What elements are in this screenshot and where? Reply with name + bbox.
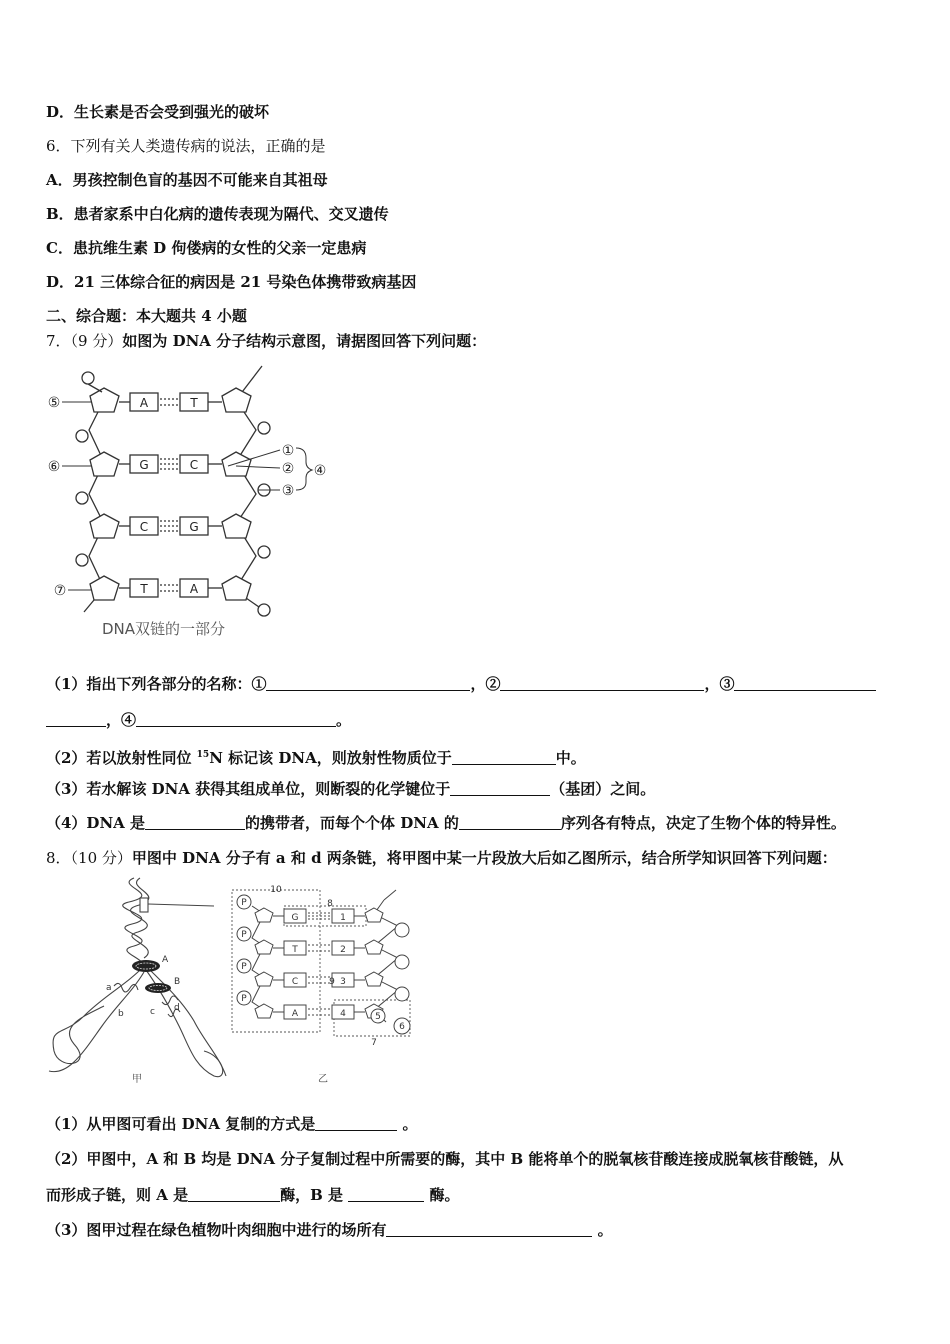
q8-sub1-end: 。 (397, 1115, 418, 1133)
q7-base-right: G (189, 520, 199, 534)
q8-yi-base: G (291, 913, 299, 923)
q8-jia-label-b: b (118, 1009, 124, 1019)
q8-yi-caption: 乙 (318, 1074, 328, 1084)
q8-yi-marker-7: 7 (371, 1038, 377, 1048)
q8-number: 8．（10 分） (46, 849, 132, 867)
q8-yi-figure (228, 884, 418, 1084)
q7-sub4-text-2: 的携带者，而每个个体 DNA 的 (245, 814, 459, 832)
q7-stem (46, 331, 486, 351)
q8-yi-marker-10: 10 (270, 885, 282, 895)
q5-option-d: D．生长素是否会受到强光的破坏 (46, 103, 270, 121)
q8-stem (46, 848, 837, 868)
answer-blank[interactable] (46, 711, 106, 727)
q8-yi-phosphate: P (241, 962, 247, 972)
q7-sub2 (46, 745, 586, 768)
answer-blank[interactable] (188, 1186, 280, 1202)
q7-marker-6: ⑥ (47, 459, 61, 475)
q8-jia-label-a: a (106, 983, 112, 993)
q8-yi-base: A (291, 1009, 299, 1019)
q7-stem-text: 如图为 DNA 分子结构示意图，请据图回答下列问题： (122, 332, 487, 350)
q8-sub3-text: （3）图甲过程在绿色植物叶肉细胞中进行的场所有 (46, 1221, 387, 1239)
q7-figure-caption: DNA双链的一部分 (102, 620, 226, 638)
q8-jia-figure (44, 876, 234, 1088)
q7-marker-4: ④ (313, 463, 327, 479)
q7-base-right: A (189, 582, 199, 596)
q8-sub2-text-2: 酶，B 是 (280, 1186, 349, 1204)
q7-base-right: C (189, 458, 199, 472)
q8-yi-marker-9: 9 (329, 977, 335, 987)
q8-jia-label-d: d (174, 1003, 180, 1013)
q7-marker-1: ① (281, 443, 295, 459)
q8-yi-marker-5: 5 (375, 1012, 381, 1022)
q7-sub4-text: （4）DNA 是 (46, 814, 146, 832)
q6-option-d: D．21 三体综合征的病因是 21 号染色体携带致病基因 (46, 273, 417, 291)
q7-sub1-label-1: （1）指出下列各部分的名称：① (46, 675, 267, 693)
q7-sub4-end: 序列各有特点，决定了生物个体的特异性。 (560, 814, 846, 832)
q7-sub1-end: 。 (336, 711, 352, 729)
answer-blank[interactable] (386, 1221, 592, 1237)
q8-jia-label-B: B (174, 977, 181, 987)
q8-sub1 (46, 1114, 417, 1134)
q8-sub2-text: 而形成子链，则 A 是 (46, 1186, 189, 1204)
q7-sub1 (46, 674, 876, 694)
q7-sub1-label-3: ，③ (704, 675, 735, 693)
q8-sub3 (46, 1220, 613, 1240)
q6-option-c: C．患抗维生素 D 佝偻病的女性的父亲一定患病 (46, 239, 367, 257)
q6-option-a: A．男孩控制色盲的基因不可能来自其祖母 (46, 171, 328, 189)
q8-yi-number: 4 (340, 1009, 346, 1019)
answer-blank[interactable] (266, 675, 470, 691)
answer-blank[interactable] (459, 814, 561, 830)
q8-yi-base: T (292, 945, 298, 955)
section-title: 二、综合题：本大题共 4 小题 (46, 307, 247, 325)
q7-sub3 (46, 779, 655, 799)
q7-sub4 (46, 813, 846, 833)
q7-marker-5: ⑤ (47, 395, 61, 411)
q8-sub2-line2 (46, 1185, 459, 1205)
q7-sub2-sup: 15 (196, 750, 210, 760)
q7-sub3-text: （3）若水解该 DNA 获得其组成单位，则断裂的化学键位于 (46, 780, 451, 798)
q8-sub3-end: 。 (592, 1221, 613, 1239)
answer-blank[interactable] (145, 814, 245, 830)
q7-sub2-end: 中。 (555, 749, 586, 767)
answer-blank[interactable] (450, 780, 550, 796)
q8-yi-number: 3 (340, 977, 346, 987)
q8-stem-text: 甲图中 DNA 分子有 a 和 d 两条链，将甲图中某一片段放大后如乙图所示，结合所学知识回答下列问题： (131, 849, 837, 867)
answer-blank[interactable] (136, 711, 336, 727)
q7-base-left: T (140, 582, 148, 596)
q8-yi-phosphate: P (241, 930, 247, 940)
q7-sub1-cont (46, 710, 351, 730)
answer-blank[interactable] (500, 675, 704, 691)
q8-sub1-text: （1）从甲图可看出 DNA 复制的方式是 (46, 1115, 316, 1133)
q7-marker-2: ② (281, 461, 295, 477)
q7-base-left: G (139, 458, 149, 472)
q8-yi-phosphate: P (241, 898, 247, 908)
q8-yi-marker-6: 6 (399, 1022, 405, 1032)
q8-sub2-end: 酶。 (424, 1186, 460, 1204)
q8-yi-number: 1 (340, 913, 346, 923)
q7-base-left: A (139, 396, 149, 410)
q8-yi-phosphate: P (241, 994, 247, 1004)
q7-base-left: C (139, 520, 149, 534)
q7-sub2-text: （2）若以放射性同位 (46, 749, 197, 767)
q7-sub2-text-2: N 标记该 DNA，则放射性物质位于 (209, 749, 452, 767)
q7-sub1-label-2: ，② (470, 675, 501, 693)
q8-jia-label-c: c (150, 1007, 155, 1017)
q6-option-b: B．患者家系中白化病的遗传表现为隔代、交叉遗传 (46, 205, 389, 223)
q8-sub2-line1: （2）甲图中，A 和 B 均是 DNA 分子复制过程中所需要的酶，其中 B 能将单个的脱氧核苷酸连接成脱氧核苷酸链，从 (46, 1150, 844, 1168)
q8-yi-base: C (291, 977, 299, 987)
q7-number: 7．（9 分） (46, 332, 123, 350)
q7-sub1-label-4: ，④ (106, 711, 137, 729)
q8-jia-caption: 甲 (132, 1074, 142, 1085)
q8-yi-marker-8: 8 (327, 899, 333, 909)
q7-marker-7: ⑦ (53, 583, 67, 599)
answer-blank[interactable] (315, 1115, 397, 1131)
answer-blank[interactable] (348, 1186, 424, 1202)
q8-jia-label-A: A (162, 955, 169, 965)
q7-marker-3: ③ (281, 483, 295, 499)
answer-blank[interactable] (734, 675, 876, 691)
q8-yi-number: 2 (340, 945, 346, 955)
answer-blank[interactable] (452, 749, 556, 765)
q7-base-right: T (190, 396, 198, 410)
q6-stem: 6．下列有关人类遗传病的说法，正确的是 (46, 137, 326, 155)
q7-dna-figure (44, 362, 334, 644)
q7-sub3-end: （基团）之间。 (550, 780, 656, 798)
